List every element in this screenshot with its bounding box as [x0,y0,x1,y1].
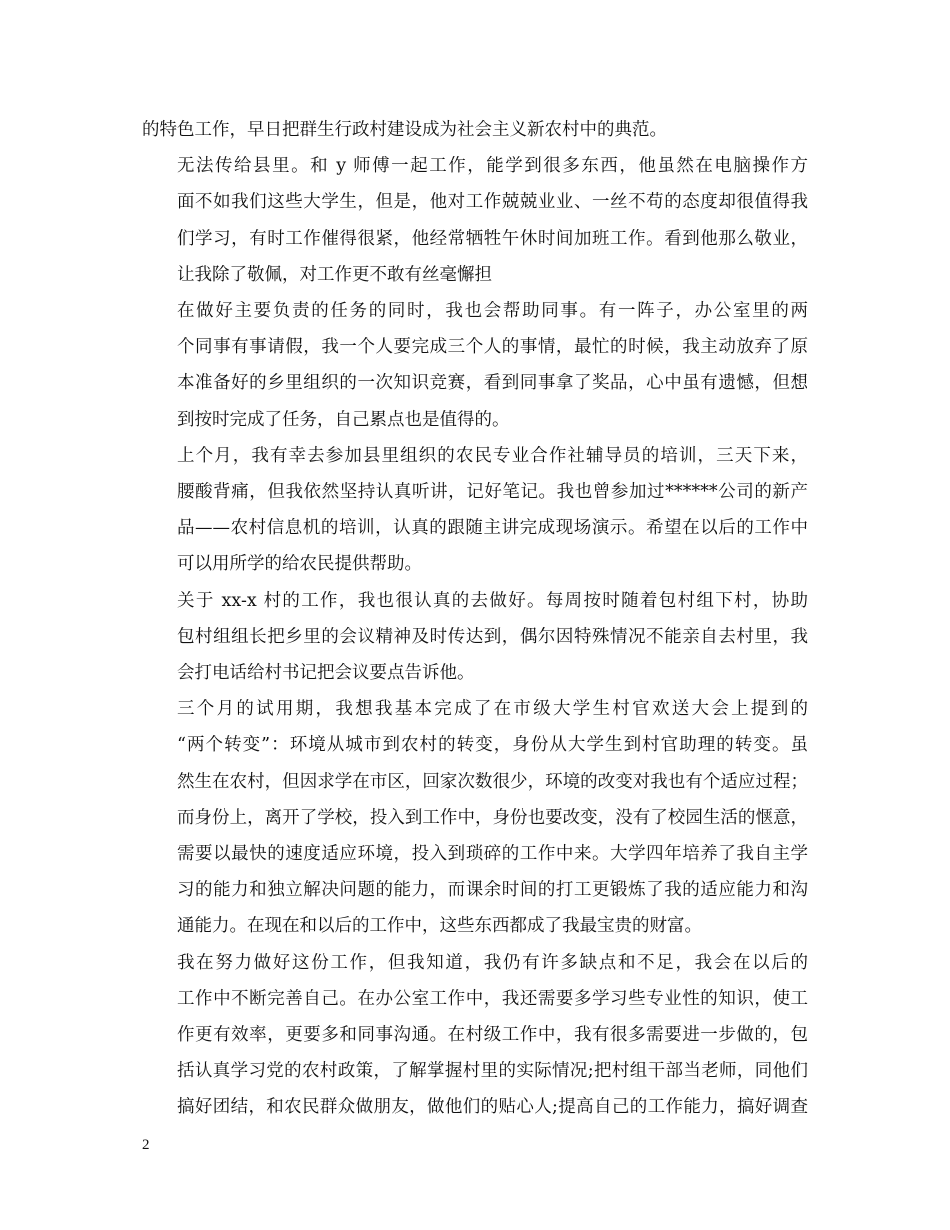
text-line: 关于 xx-x 村的工作，我也很认真的去做好。每周按时随着包村组下村，协助 [177,590,808,611]
text-line: 通能力。在现在和以后的工作中，这些东西都成了我最宝贵的财富。 [177,916,702,937]
text-line: 而身份上，离开了学校，投入到工作中，身份也要改变，没有了校园生活的惬意， [177,807,808,828]
text-line: 搞好团结，和农民群众做朋友，做他们的贴心人;提高自己的工作能力，搞好调查 [177,1097,808,1118]
paragraph [142,293,808,438]
text-line: 的特色工作，早日把群生行政村建设成为社会主义新农村中的典范。 [142,120,667,140]
text-line: 在做好主要负责的任务的同时，我也会帮助同事。有一阵子，办公室里的两 [177,301,808,322]
text-line: 到按时完成了任务，自己累点也是值得的。 [177,409,510,430]
text-line: 需要以最快的速度适应环境，投入到琐碎的工作中来。大学四年培养了我自主学 [177,844,808,865]
paragraph [142,438,808,583]
text-line: 会打电话给村书记把会议要点告诉他。 [177,663,475,684]
text-line: 可以用所学的给农民提供帮助。 [177,554,422,575]
text-line: 三个月的试用期，我想我基本完成了在市级大学生村官欢送大会上提到的 [177,699,808,720]
text-line: 让我除了敬佩，对工作更不敢有丝毫懈担 [177,264,492,285]
text-line: 我在努力做好这份工作，但我知道，我仍有许多缺点和不足，我会在以后的 [177,952,808,973]
text-line: 本准备好的乡里组织的一次知识竞赛，看到同事拿了奖品，心中虽有遗憾，但想 [177,373,808,394]
text-line: 无法传给县里。和 y 师傅一起工作，能学到很多东西，他虽然在电脑操作方 [177,156,808,177]
paragraph [142,691,808,944]
text-line: 括认真学习党的农村政策，了解掌握村里的实际情况;把村组干部当老师，同他们 [177,1061,808,1082]
text-line: 然生在农村，但因求学在市区，回家次数很少，环境的改变对我也有个适应过程； [177,771,808,792]
text-line: 上个月，我有幸去参加县里组织的农民专业合作社辅导员的培训，三天下来， [177,445,808,466]
page-number: 2 [142,1137,150,1153]
paragraph [142,148,808,293]
text-line: “两个转变”：环境从城市到农村的转变，身份从大学生到村官助理的转变。虽 [177,735,808,756]
paragraph [142,945,808,1126]
text-line: 工作中不断完善自己。在办公室工作中，我还需要多学习些专业性的知识，使工 [177,988,808,1009]
text-line: 个同事有事请假，我一个人要完成三个人的事情，最忙的时候，我主动放弃了原 [177,337,808,358]
text-line: 作更有效率，更要多和同事沟通。在村级工作中，我有很多需要进一步做的，包 [177,1025,808,1046]
text-line: 习的能力和独立解决问题的能力，而课余时间的打工更锻炼了我的适应能力和沟 [177,880,808,901]
text-line: 品——农村信息机的培训，认真的跟随主讲完成现场演示。希望在以后的工作中 [177,518,808,539]
paragraph [142,583,808,692]
text-line: 腰酸背痛，但我依然坚持认真听讲，记好笔记。我也曾参加过******公司的新产 [177,482,808,503]
text-line: 面不如我们这些大学生，但是，他对工作兢兢业业、一丝不苟的态度却很值得我 [177,192,808,213]
document-body [142,112,808,1126]
text-line: 们学习，有时工作催得很紧，他经常牺牲午休时间加班工作。看到他那么敬业， [177,228,808,249]
text-line: 包村组组长把乡里的会议精神及时传达到，偶尔因特殊情况不能亲自去村里，我 [177,626,808,647]
paragraph [142,112,808,148]
